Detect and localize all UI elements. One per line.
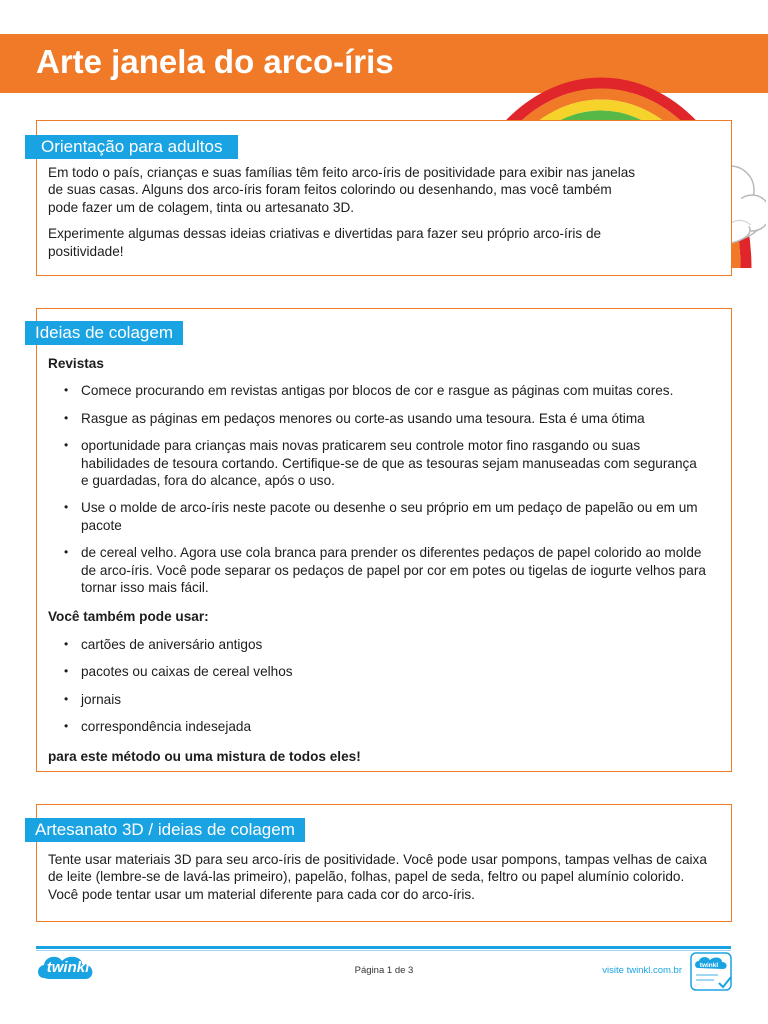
list-item: • de cereal velho. Agora use cola branca para prender os diferentes pedaços de papel colorido ao molde de arco-íris. Você pode separar os pedaços de papel por cor em potes ou tigelas de iogurte velhos para tornar isso mais fácil.	[64, 545, 706, 596]
also-use-list	[48, 636, 708, 736]
twinkl-logo-text: twinkl	[46, 959, 90, 976]
adults-guidance-title: Orientação para adultos	[25, 135, 238, 159]
page-number: Página 1 de 3	[354, 965, 414, 976]
list-item: • Use o molde de arco-íris neste pacote ou desenhe o seu próprio em um pedaço de papelão ou em um pacote	[64, 500, 698, 533]
crafts-paragraph: Tente usar materiais 3D para seu arco-íris de positividade. Você pode usar pompons, tampas velhas de caixa de leite (lembre-se de lavá-las primeiro), papelão, folhas, papel de seda, feltro ou papel alumínio colorido. Você pode tentar usar um material diferente para cada cor do arco-íris.	[48, 852, 707, 902]
list-item: • correspondência indesejada	[64, 719, 252, 735]
adults-paragraph-1: Em todo o país, crianças e suas famílias têm feito arco-íris de positividade para exibir nas janelas de suas casas. Alguns dos arco-íris foram feitos colorindo ou desenhando, mas você também pode fazer um de colagem, tinta ou artesanato 3D.	[48, 165, 636, 215]
magazines-subheading: Revistas	[48, 356, 104, 371]
list-item: • oportunidade para crianças mais novas praticarem seu controle motor fino rasgando ou suas habilidades de tesoura cortando. Certifique-se de que as tesouras sejam manuseadas com segurança e guardadas, fora do alcance, após o uso.	[64, 438, 697, 489]
crafts-3d-box	[36, 804, 732, 922]
closing-line: para este método ou uma mistura de todos eles!	[48, 748, 361, 764]
magazines-list	[48, 382, 708, 596]
list-item: • pacotes ou caixas de cereal velhos	[64, 664, 293, 680]
crafts-3d-title: Artesanato 3D / ideias de colagem	[25, 818, 305, 842]
adults-guidance-box	[36, 120, 732, 276]
list-item: • jornais	[64, 691, 122, 707]
adults-paragraph-2: Experimente algumas dessas ideias criativas e divertidas para fazer seu próprio arco-íris de positividade!	[48, 226, 602, 259]
website-link[interactable]: visite twinkl.com.br	[602, 965, 682, 976]
collage-ideas-title: Ideias de colagem	[25, 321, 183, 345]
list-item: • Rasgue as páginas em pedaços menores ou corte-as usando uma tesoura. Esta é uma ótima	[64, 410, 645, 426]
collage-ideas-box	[36, 308, 732, 772]
quality-badge-icon	[690, 952, 734, 992]
footer-divider	[36, 946, 731, 949]
svg-text:twinkl: twinkl	[699, 962, 719, 969]
also-use-heading: Você também pode usar:	[48, 609, 209, 625]
list-item: • Comece procurando em revistas antigas por blocos de cor e rasgue as páginas com muitas cores.	[64, 383, 674, 399]
list-item: • cartões de aniversário antigos	[64, 636, 263, 652]
page-title: Arte janela do arco-íris	[36, 43, 394, 80]
footer-divider-light	[36, 950, 731, 951]
